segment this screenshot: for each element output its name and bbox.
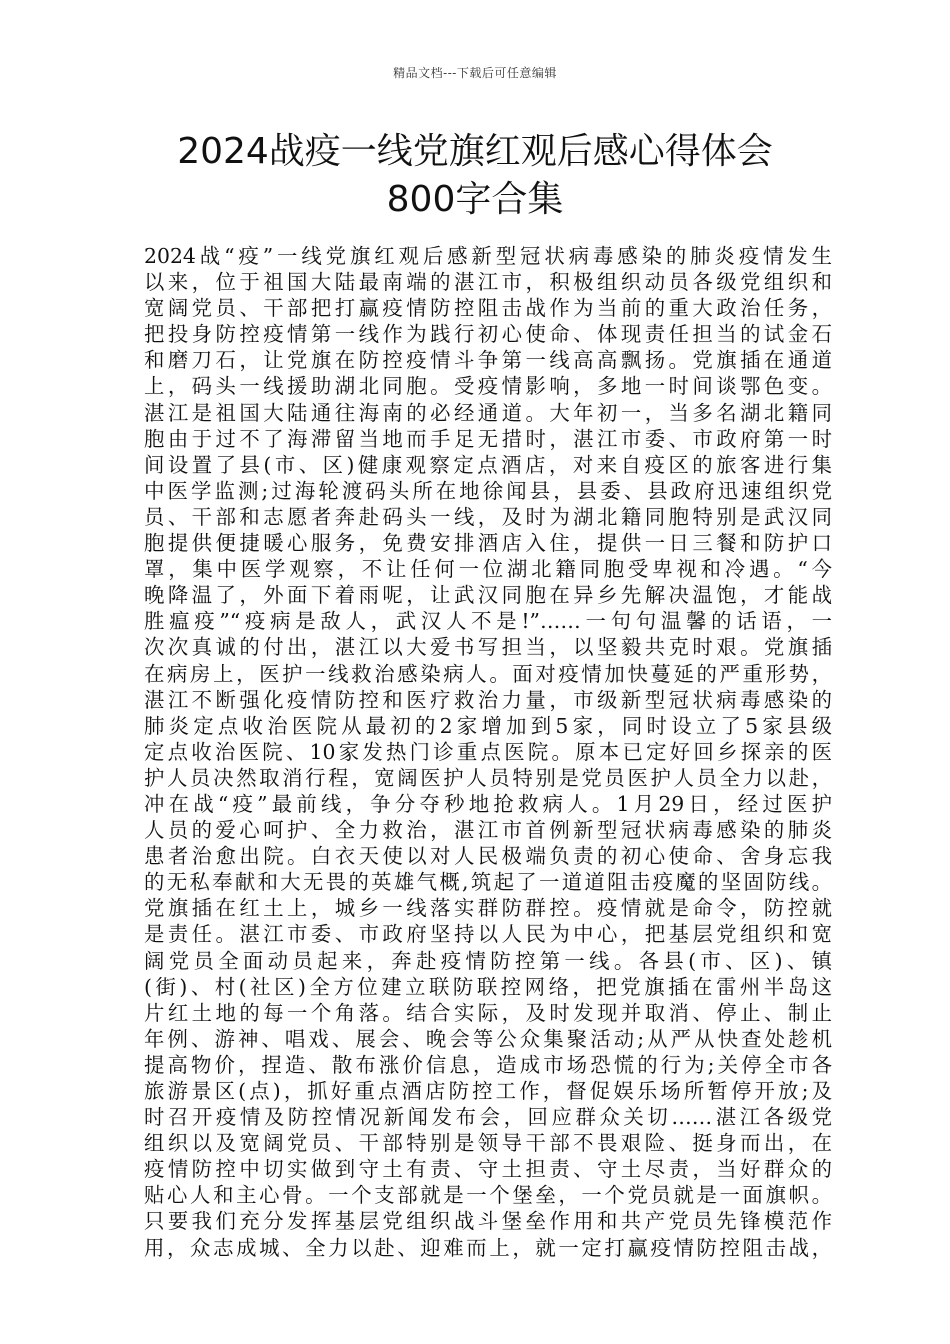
- body-line: 时召开疫情及防控情况新闻发布会，回应群众关切……湛江各级党: [144, 1105, 832, 1130]
- body-line: 中医学监测;过海轮渡码头所在地徐闻县，县委、县政府迅速组织党: [144, 478, 832, 503]
- body-line: 湛江不断强化疫情防控和医疗救治力量，市级新型冠状病毒感染的: [144, 687, 832, 712]
- body-line: 党旗插在红土上，城乡一线落实群防群控。疫情就是命令，防控就: [144, 896, 832, 921]
- document-title: [120, 128, 830, 224]
- body-line: 的无私奉献和大无畏的英雄气概,筑起了一道道阻击疫魔的坚固防线。: [144, 870, 832, 895]
- body-line: 定点收治医院、10家发热门诊重点医院。原本已定好回乡探亲的医: [144, 739, 832, 764]
- body-line: 间设置了县(市、区)健康观察定点酒店，对来自疫区的旅客进行集: [144, 452, 832, 477]
- body-line: 次次真诚的付出，湛江以大爱书写担当，以坚毅共克时艰。党旗插: [144, 635, 832, 660]
- body-line: 旅游景区(点)，抓好重点酒店防控工作，督促娱乐场所暂停开放;及: [144, 1079, 832, 1103]
- body-line: 组织以及宽阔党员、干部特别是领导干部不畏艰险、挺身而出，在: [144, 1131, 832, 1156]
- body-paragraph: [144, 243, 832, 1261]
- body-line: 罩，集中医学观察，不让任何一位湖北籍同胞受卑视和冷遇。“今: [144, 557, 832, 582]
- header-note: 精品文档---下载后可任意编辑: [393, 66, 557, 80]
- body-line: 在病房上，医护一线救治感染病人。面对疫情加快蔓延的严重形势，: [144, 661, 832, 686]
- body-line: 阔党员全面动员起来，奔赴疫情防控第一线。各县(市、区)、镇: [144, 948, 832, 973]
- body-line: 以来，位于祖国大陆最南端的湛江市，积极组织动员各级党组织和: [144, 270, 832, 295]
- body-line: 提高物价，捏造、散布涨价信息，造成市场恐慌的行为;关停全市各: [144, 1052, 832, 1077]
- body-line: (街)、村(社区)全方位建立联防联控网络，把党旗插在雷州半岛这: [144, 974, 832, 999]
- body-line: 只要我们充分发挥基层党组织战斗堡垒作用和共产党员先锋模范作: [144, 1209, 832, 1234]
- body-line: 把投身防控疫情第一线作为践行初心使命、体现责任担当的试金石: [144, 322, 832, 347]
- body-line: 片红土地的每一个角落。结合实际，及时发现并取消、停止、制止: [144, 1000, 832, 1025]
- body-line: 湛江是祖国大陆通往海南的必经通道。大年初一，当多名湖北籍同: [144, 400, 832, 425]
- body-line: 宽阔党员、干部把打赢疫情防控阻击战作为当前的重大政治任务，: [144, 296, 832, 321]
- body-line: 肺炎定点收治医院从最初的2家增加到5家，同时设立了5家县级: [144, 713, 832, 738]
- body-line: 上，码头一线援助湖北同胞。受疫情影响，多地一时间谈鄂色变。: [144, 374, 832, 399]
- title-line-1: 2024战疫一线党旗红观后感心得体会: [177, 131, 773, 172]
- body-line: 贴心人和主心骨。一个支部就是一个堡垒，一个党员就是一面旗帜。: [144, 1183, 832, 1208]
- body-line: 2024战“疫”一线党旗红观后感新型冠状病毒感染的肺炎疫情发生: [144, 244, 832, 268]
- body-line: 胞由于过不了海滞留当地而手足无措时，湛江市委、市政府第一时: [144, 426, 832, 451]
- body-line: 是责任。湛江市委、市政府坚持以人民为中心，把基层党组织和宽: [144, 922, 832, 947]
- body-line: 疫情防控中切实做到守土有责、守土担责、守土尽责，当好群众的: [144, 1157, 832, 1182]
- body-line: 晚降温了，外面下着雨呢，让武汉同胞在异乡先解决温饱，才能战: [144, 583, 832, 608]
- body-line: 胜瘟疫”“疫病是敌人，武汉人不是!”……一句句温馨的话语，一: [144, 609, 832, 634]
- body-line: 护人员决然取消行程，宽阔医护人员特别是党员医护人员全力以赴，: [144, 765, 832, 790]
- body-line: 年例、游神、唱戏、展会、晚会等公众集聚活动;从严从快查处趁机: [144, 1026, 832, 1051]
- body-line: 用，众志成城、全力以赴、迎难而上，就一定打赢疫情防控阻击战，: [144, 1235, 832, 1260]
- body-line: 员、干部和志愿者奔赴码头一线，及时为湖北籍同胞特别是武汉同: [144, 504, 832, 529]
- body-line: 人员的爱心呵护、全力救治，湛江市首例新型冠状病毒感染的肺炎: [144, 818, 832, 843]
- body-line: 和磨刀石，让党旗在防控疫情斗争第一线高高飘扬。党旗插在通道: [144, 348, 832, 373]
- body-line: 冲在战“疫”最前线，争分夺秒地抢救病人。1月29日，经过医护: [144, 791, 832, 816]
- body-line: 患者治愈出院。白衣天使以对人民极端负责的初心使命、舍身忘我: [144, 844, 832, 869]
- title-line-2: 800字合集: [386, 179, 564, 220]
- body-line: 胞提供便捷暖心服务，免费安排酒店入住，提供一日三餐和防护口: [144, 531, 832, 556]
